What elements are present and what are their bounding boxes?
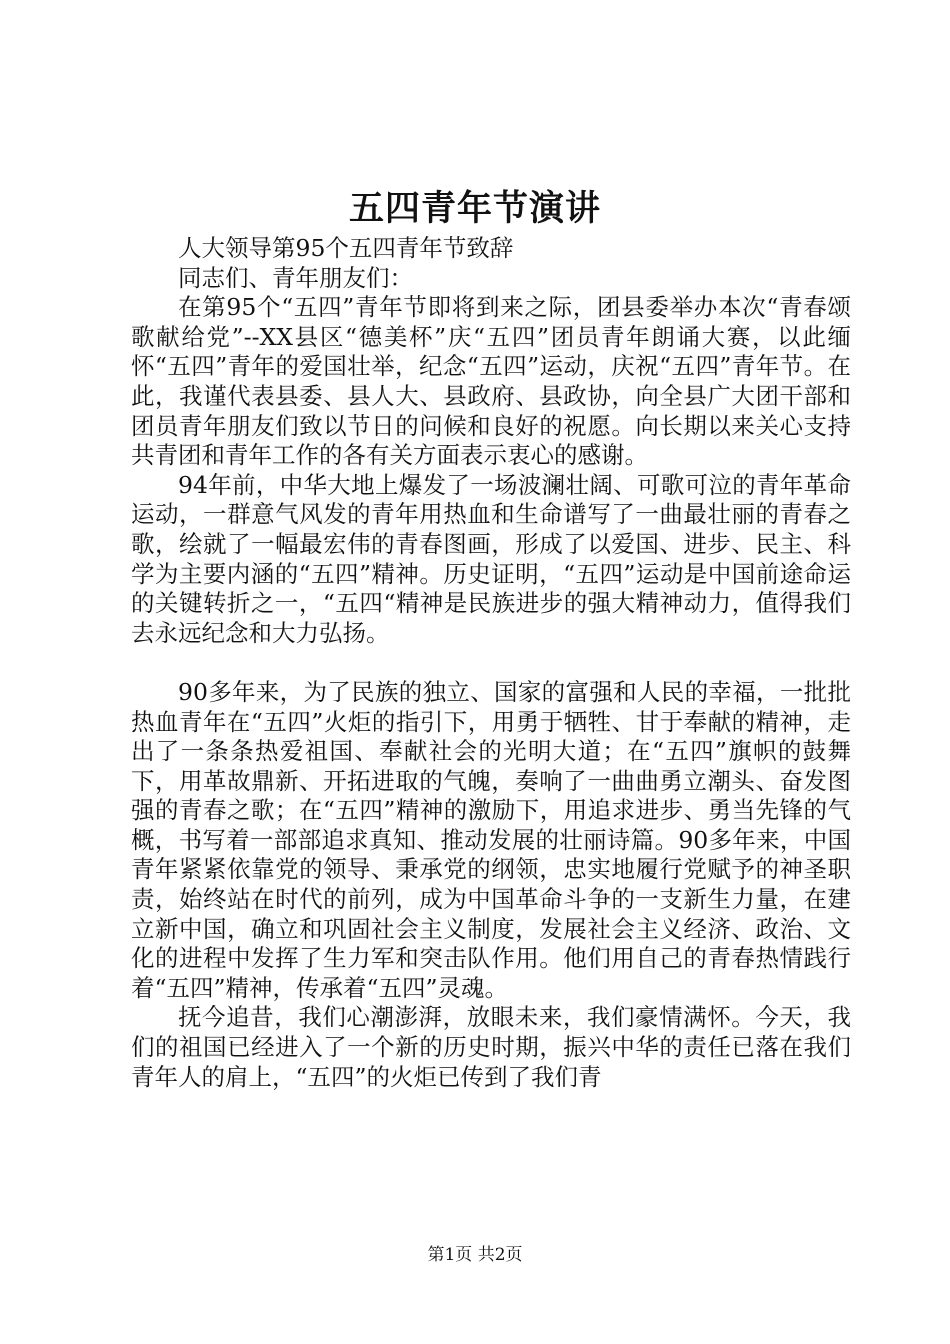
document-body bbox=[131, 234, 851, 1092]
paragraph-ninety-years: 90多年来，为了民族的独立、国家的富强和人民的幸福，一批批热血青年在“五四”火炬的指引下，用勇于牺牲、甘于奉献的精神，走出了一条条热爱祖国、奉献社会的光明大道；在“五四”旗帜的鼓舞下，用革故鼎新、开拓进取的气魄，奏响了一曲曲勇立潮头、奋发图强的青春之歌；在“五四”精神的激励下，用追求进步、勇当先锋的气概，书写着一部部追求真知、推动发展的壮丽诗篇。90多年来，中国青年紧紧依靠党的领导、秉承党的纲领，忠实地履行党赋予的神圣职责，始终站在时代的前列，成为中国革命斗争的一支新生力量，在建立新中国，确立和巩固社会主义制度，发展社会主义经济、政治、文化的进程中发挥了生力军和突击队作用。他们用自己的青春热情践行着“五四”精神，传承着“五四”灵魂。 bbox=[131, 677, 851, 1002]
paragraph-history: 94年前，中华大地上爆发了一场波澜壮阔、可歌可泣的青年革命运动，一群意气风发的青年用热血和生命谱写了一曲最壮丽的青春之歌，绘就了一幅最宏伟的青春图画，形成了以爱国、进步、民主、科学为主要内涵的“五四”精神。历史证明，“五四”运动是中国前途命运的关键转折之一，“五四“精神是民族进步的强大精神动力，值得我们去永远纪念和大力弘扬。 bbox=[131, 470, 851, 647]
paragraph-salutation: 同志们、青年朋友们： bbox=[178, 263, 413, 292]
page-footer: 第1页 共2页 bbox=[427, 1245, 523, 1265]
paragraph-opening: 在第95个“五四”青年节即将到来之际，团县委举办本次“青春颂歌献给党”--XX县区“德美杯”庆“五四”团员青年朗诵大赛，以此缅怀“五四”青年的爱国壮举，纪念“五四”运动，庆祝“五四”青年节。在此，我谨代表县委、县人大、县政府、县政协，向全县广大团干部和团员青年朋友们致以节日的问候和良好的祝愿。向长期以来关心支持共青团和青年工作的各有关方面表示衷心的感谢。 bbox=[131, 293, 851, 470]
paragraph-subtitle: 人大领导第95个五四青年节致辞 bbox=[178, 234, 514, 262]
document-title: 五四青年节演讲 bbox=[348, 188, 601, 229]
paragraph-future: 抚今追昔，我们心潮澎湃，放眼未来，我们豪情满怀。今天，我们的祖国已经进入了一个新的历史时期，振兴中华的责任已落在我们青年人的肩上，“五四”的火炬已传到了我们青 bbox=[131, 1003, 851, 1091]
